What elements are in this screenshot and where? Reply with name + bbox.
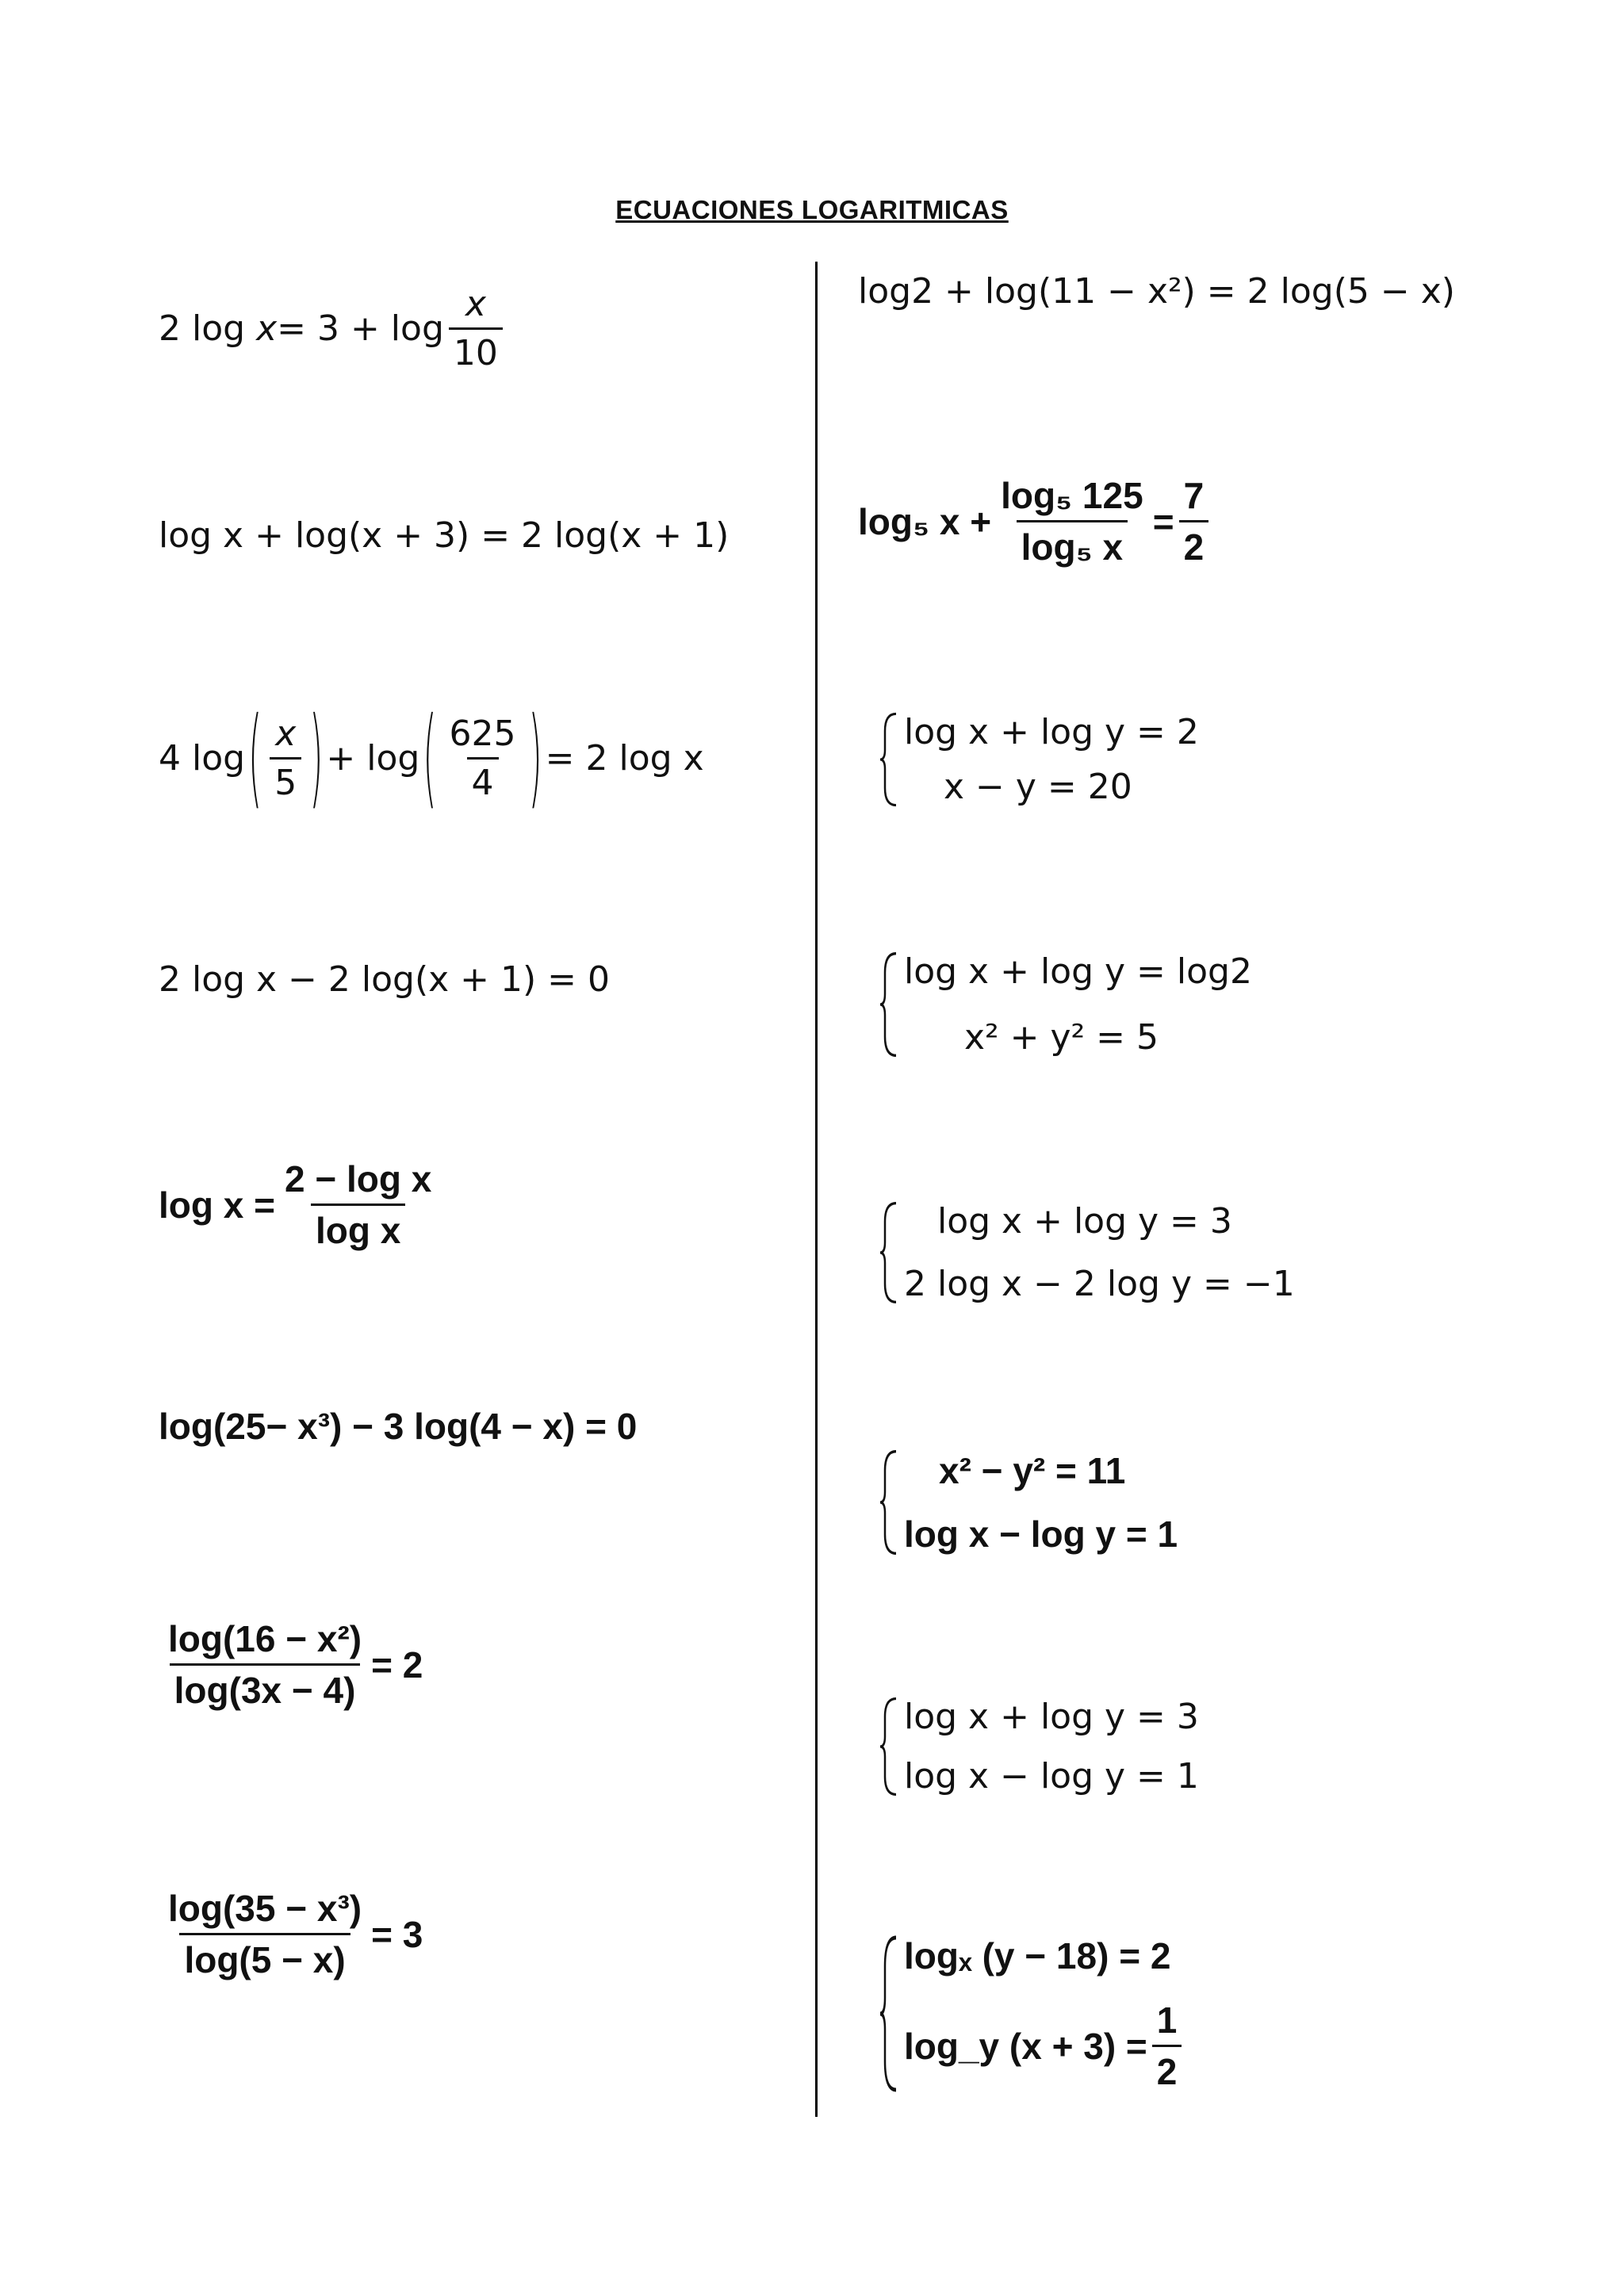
- equation-9: log2 + log(11 − x²) = 2 log(5 − x): [858, 271, 1455, 312]
- brace-icon: [879, 1697, 899, 1797]
- equation-7: $\frac{\text{log(16 − x²)}}{\log(3x - 4)}$ = 2: [168, 1618, 423, 1711]
- system-6: logₓ (y − 18) = 2 log_y (x + 3) = $\frac{1}{2}$: [879, 1934, 1186, 2093]
- equation-3: 4 log ( $\frac{x}{5}$ ) + log ( $\frac{625}{4}$ ) = 2 log x: [159, 695, 704, 821]
- equation-2: log x + log(x + 3) = 2 log(x + 1): [159, 515, 730, 556]
- system-1: log x + log y = 2 x − y = 20: [879, 712, 1199, 807]
- system-5: log x + log y = 3 log x − log y = 1: [879, 1697, 1199, 1797]
- column-divider: [815, 262, 818, 2117]
- brace-icon: [879, 951, 899, 1058]
- brace-icon: [879, 1201, 899, 1304]
- equation-10: log₅ x + $\frac{\text{log₅ 125}}{\text{log₅ x}}$ = $\frac{7}{2}$: [858, 474, 1213, 568]
- brace-icon: [879, 712, 899, 807]
- equation-8: $\frac{\text{log(35 − x³)}}{\log(5 - x)}$ = 3: [168, 1888, 423, 1980]
- system-2: log x + log y = log2 x² + y² = 5: [879, 951, 1252, 1058]
- brace-icon: [879, 1449, 899, 1556]
- system-4: x² − y² = 11 log x − log y = 1: [879, 1449, 1178, 1556]
- equation-4: 2 log x − 2 log(x + 1) = 0: [159, 959, 611, 1000]
- equation-6: log(25− x³) − 3 log(4 − x) = 0: [159, 1406, 638, 1447]
- equation-5: log x = $\frac{\text{2 − log x}}{\text{log x}}$: [159, 1158, 432, 1251]
- equation-1: 2 log x = 3 + log $\frac{x}{10}$: [159, 284, 508, 373]
- brace-icon: [879, 1934, 899, 2093]
- page-title: ECUACIONES LOGARITMICAS: [615, 195, 1009, 224]
- system-3: log x + log y = 3 2 log x − 2 log y = −1: [879, 1201, 1295, 1304]
